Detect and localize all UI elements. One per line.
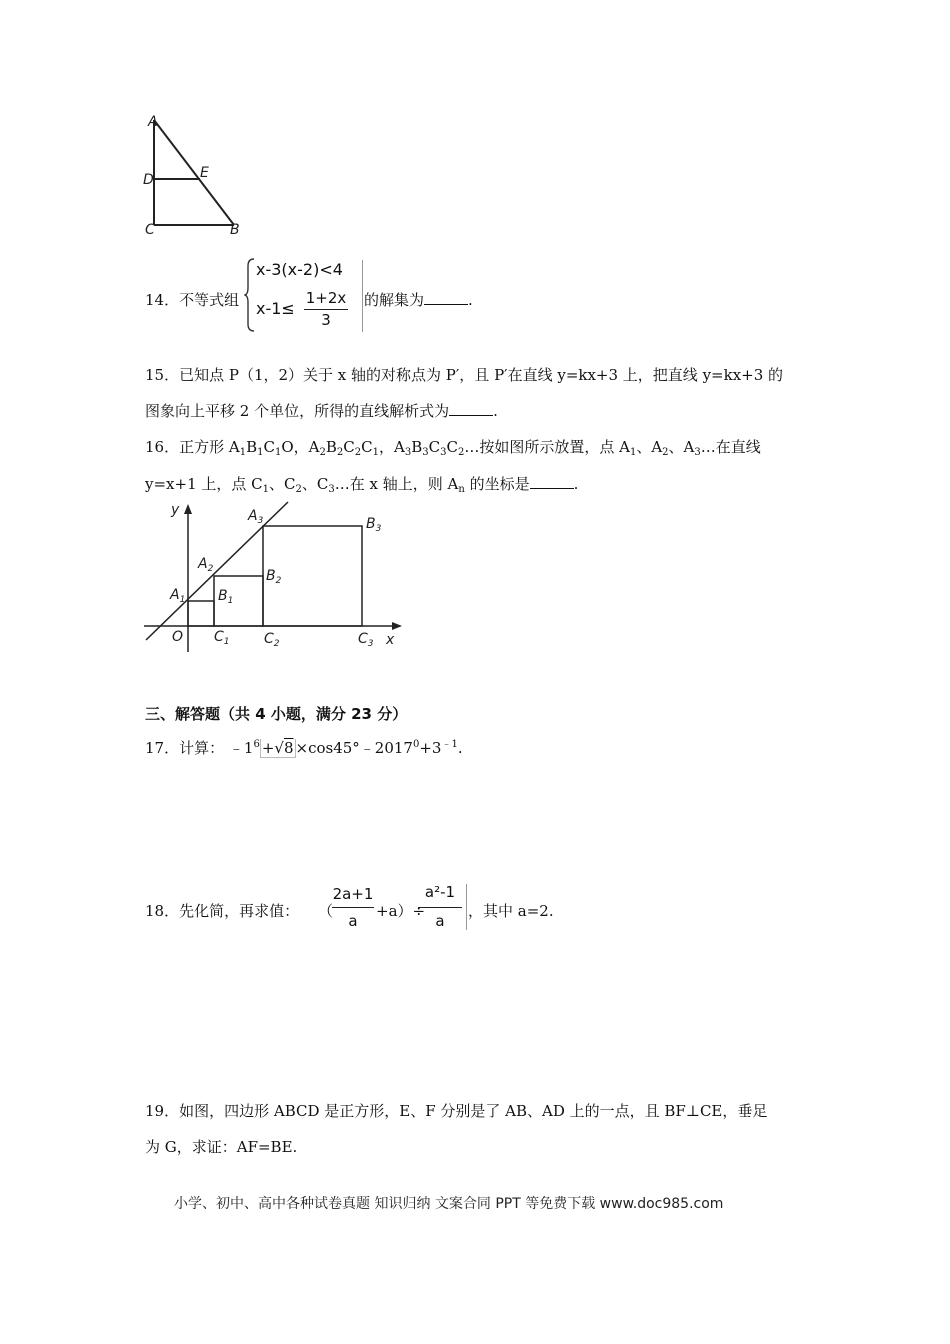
label-a3: $A_3$ [248,508,264,526]
q17-prefix: 计算： [179,739,225,757]
q16-line1-a: 正方形 A [179,438,240,456]
label-d: D [143,172,154,188]
q16-number: 16． [145,438,180,456]
q15-number: 15． [145,366,180,384]
q14-system [244,256,366,334]
label-b: B [230,222,240,238]
question-19-line-1 [145,1101,767,1121]
label-c: C [145,222,155,238]
page-footer: 小学、初中、高中各种试卷真题 知识归纳 文案合同 PPT 等免费下载 www.doc985.com [174,1196,724,1212]
label-e: E [200,165,209,181]
q15-line2: 图象向上平移 2 个单位，所得的直线解析式为 [145,402,450,420]
q15-line1: 已知点 P（1，2）关于 x 轴的对称点为 P′，且 P′在直线 y=kx+3 上，把直线 y=kx+3 的 [179,366,784,384]
label-a: A [148,114,158,130]
triangle-figure [138,110,248,240]
q18-plus-a: +a [376,902,398,920]
label-y: y [171,502,180,518]
label-b3: $B_3$ [366,516,382,534]
question-14 [145,290,239,310]
label-a1: $A_1$ [170,587,186,605]
q14-frac-num: 1+2x [305,289,347,307]
q19-number: 19． [145,1102,180,1120]
q15-answer-blank [449,401,493,416]
q16-answer-blank [530,474,574,489]
q14-end: . [468,291,473,309]
q18-prefix: 先化简，再求值： [179,902,300,920]
q14-frac-den: 3 [321,311,331,329]
q14-prefix: 不等式组 [179,291,240,309]
q14-frac-bar [304,309,348,310]
q18-frac2-bar [418,907,462,908]
q19-line2: 为 G，求证：AF=BE. [145,1138,298,1156]
q14-ineq-1: x-3(x-2)<4 [256,260,343,279]
y-arrow-icon [184,504,192,514]
q19-line1: 如图，四边形 ABCD 是正方形，E、F 分别是了 AB、AD 上的一点，且 BF⊥CE，垂足 [179,1102,768,1120]
question-18-prefix [145,901,299,921]
label-x: x [386,632,395,648]
q17-expression: $﹣1^6 +√8$ $\times\cos 45^\circ﹣2017^0+3^{﹣1}$ [228,739,458,757]
label-a2: $A_2$ [198,556,214,574]
q14-crop-edge [362,260,363,332]
q14-ineq-2-left: x-1≤ [256,299,295,318]
label-b1: $B_1$ [218,588,234,606]
brace-icon [244,256,256,334]
q16-line2-a: y=x+1 上，点 C [145,475,263,493]
question-15-line-1 [145,365,783,385]
label-c1: $C_1$ [214,629,230,647]
q18-suffix: ，其中 a=2. [468,902,554,920]
q14-answer-blank [424,290,468,305]
question-16-line-2: y=x+1 上，点 $C_1$、$C_2$、$C_3\dots$在 x 轴上，则 $A_n$ 的坐标是 . [145,475,579,495]
q18-frac2-num: a²-1 [424,883,456,901]
label-c2: $C_2$ [264,631,280,649]
q15-end: . [493,402,498,420]
label-c3: $C_3$ [358,631,374,649]
q18-expression: （ 2a+1 a +a）÷ a²-1 a [318,882,468,934]
q16-line1-rest: 在直线 [715,438,761,456]
section-3-heading: 三、解答题（共 4 小题，满分 23 分） [145,705,408,723]
squares-figure [140,498,410,658]
q18-frac1-den: a [348,912,358,930]
q17-number: 17． [145,739,180,757]
question-16-line-1: 16．正方形 $A_1B_1C_1O$，$A_2B_2C_2C_1$，$A_3B_3C_3C_2\dots$按如图所示放置，点 $A_1$、$A_2$、$A_3\dots$在直线 [145,438,761,458]
q18-frac1-bar [332,907,374,908]
q16-end: . [573,475,579,493]
x-arrow-icon [392,622,402,630]
q18-number: 18． [145,902,180,920]
question-17 [145,738,463,758]
q18-frac2-den: a [435,912,445,930]
q18-open-paren: （ [318,902,334,920]
label-o: O [172,629,184,645]
label-b2: $B_2$ [266,568,282,586]
q14-suffix: 的解集为 [364,291,425,309]
q14-number: 14． [145,291,180,309]
q17-end: . [457,739,463,757]
question-15-line-2 [145,401,498,421]
q18-frac1-num: 2a+1 [332,885,374,903]
q14-suffix-line [364,290,473,310]
q18-crop-edge [466,884,467,930]
